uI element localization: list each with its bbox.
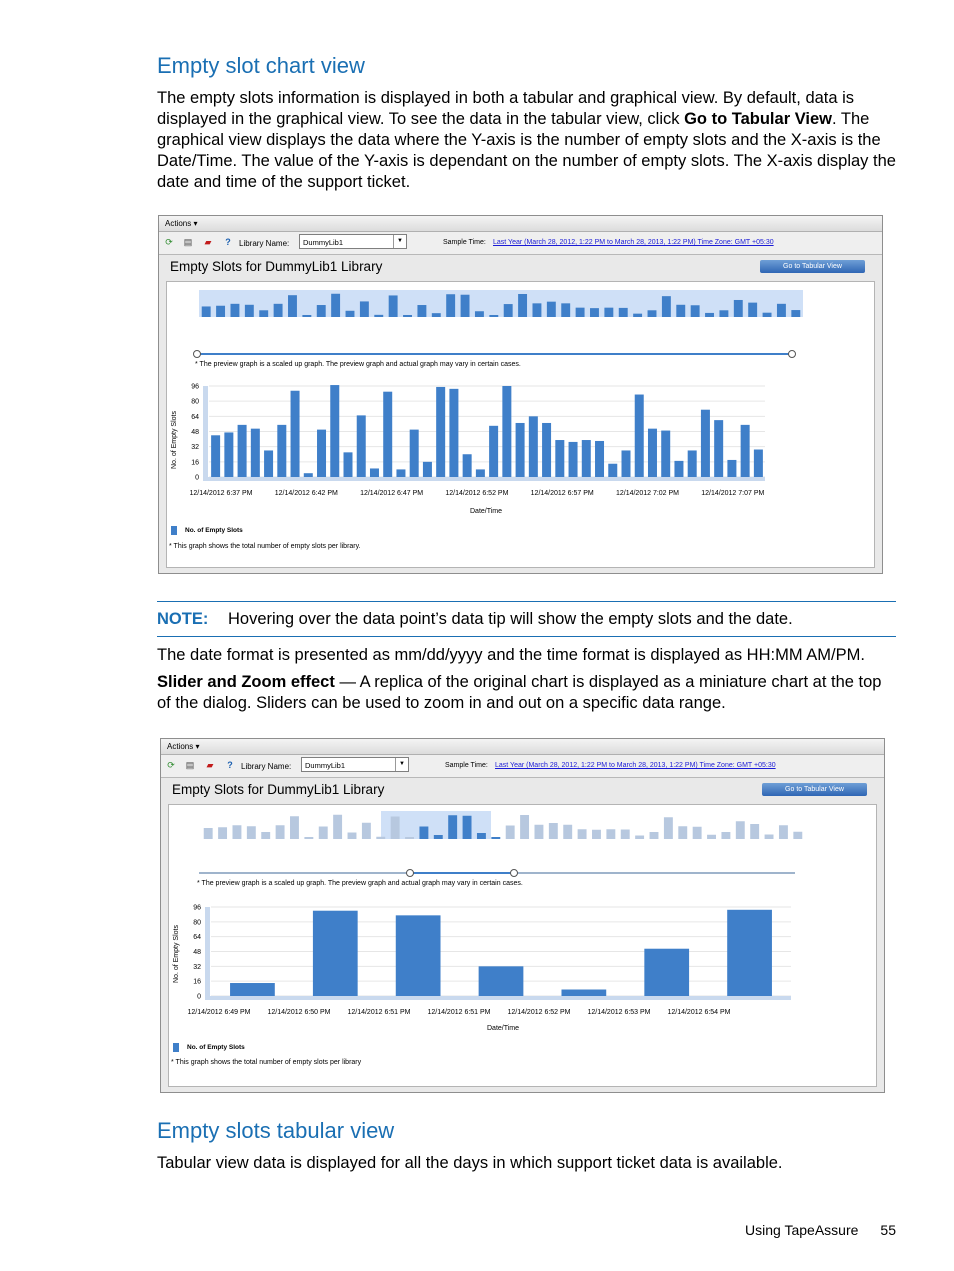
preview-bar <box>302 315 311 317</box>
preview-bar <box>791 310 800 317</box>
preview-bar <box>218 827 227 839</box>
go-to-tabular-view-button[interactable]: Go to Tabular View <box>762 783 867 796</box>
date-format-paragraph: The date format is presented as mm/dd/yyyy and the time format is displayed as HH:MM AM/PM. <box>157 646 865 664</box>
page-number: 55 <box>880 1222 896 1238</box>
preview-bar <box>662 296 671 317</box>
preview-bar <box>259 310 268 317</box>
preview-bar <box>734 300 743 317</box>
preview-bar <box>648 310 657 317</box>
x-tick-label: 12/14/2012 6:49 PM <box>187 1009 251 1016</box>
preview-bar <box>705 313 714 317</box>
y-tick-label: 96 <box>191 383 199 391</box>
bar[interactable] <box>741 425 750 477</box>
bar[interactable] <box>343 452 352 477</box>
refresh-icon[interactable]: ⟳ <box>165 237 173 247</box>
bar[interactable] <box>330 385 339 477</box>
bar[interactable] <box>608 464 617 477</box>
bar[interactable] <box>291 391 300 477</box>
legend-swatch <box>171 526 177 535</box>
x-tick-label: 12/14/2012 6:37 PM <box>189 490 253 497</box>
preview-bar <box>419 827 428 840</box>
preview-bar <box>333 815 342 839</box>
note-text: Hovering over the data point’s data tip will show the empty slots and the date. <box>228 610 793 628</box>
help-icon[interactable]: ? <box>225 237 231 247</box>
bar[interactable] <box>727 910 772 996</box>
preview-bar <box>518 294 527 317</box>
preview-bar <box>405 837 414 839</box>
bar[interactable] <box>277 425 286 477</box>
intro-text-1: The empty slots information is displayed in both a tabular and graphical view. By default, data is displayed in the graphical view. To see the data in the tabular view, click <box>157 89 855 128</box>
preview-bar <box>532 303 541 317</box>
legend-label: No. of Empty Slots <box>185 527 243 534</box>
preview-bar <box>750 824 759 839</box>
bar[interactable] <box>449 389 458 477</box>
slider-right-handle[interactable] <box>510 869 518 877</box>
bar[interactable] <box>357 415 366 477</box>
x-axis-bar <box>203 477 765 481</box>
preview-chart <box>201 811 805 839</box>
x-tick-label: 12/14/2012 7:07 PM <box>701 490 765 497</box>
preview-bar <box>288 295 297 317</box>
y-axis-label: No. of Empty Slots <box>171 411 178 469</box>
preview-bar <box>604 308 613 317</box>
preview-bar <box>360 301 369 317</box>
heading-empty-slots-tabular-view: Empty slots tabular view <box>157 1118 395 1143</box>
bar[interactable] <box>582 440 591 477</box>
preview-bar <box>650 832 659 839</box>
bar[interactable] <box>516 423 525 477</box>
preview-bar <box>374 315 383 317</box>
preview-bar <box>403 315 412 317</box>
intro-paragraph <box>157 88 897 193</box>
preview-bar <box>635 836 644 840</box>
y-tick-label: 0 <box>195 474 199 482</box>
x-tick-label: 12/14/2012 6:50 PM <box>267 1009 331 1016</box>
preview-bar <box>576 308 585 317</box>
screenshot-zoomed-chart <box>160 738 885 1093</box>
preview-bar <box>389 295 398 317</box>
note-label: NOTE: <box>157 610 209 628</box>
bar[interactable] <box>621 450 630 477</box>
preview-bar <box>592 830 601 839</box>
x-tick-label: 12/14/2012 6:57 PM <box>530 490 594 497</box>
y-tick-label: 80 <box>191 398 199 406</box>
bar[interactable] <box>423 462 432 477</box>
preview-bar <box>204 828 213 839</box>
preview-bar <box>765 835 774 840</box>
bar[interactable] <box>644 949 689 996</box>
print-icon[interactable]: ▤ <box>183 237 193 247</box>
preview-bar <box>693 827 702 839</box>
preview-bar <box>446 294 455 317</box>
preview-bar <box>491 837 500 839</box>
bar[interactable] <box>542 423 551 477</box>
go-to-tabular-view-button[interactable]: Go to Tabular View <box>760 260 865 273</box>
bar[interactable] <box>754 450 763 477</box>
y-tick-label: 32 <box>193 963 201 971</box>
main-chart <box>177 897 797 1032</box>
actions-menu[interactable]: Actions ▾ <box>161 739 884 755</box>
bar[interactable] <box>648 429 657 477</box>
x-tick-label: 12/14/2012 6:42 PM <box>274 490 338 497</box>
bar[interactable] <box>476 469 485 477</box>
slider-zoom-title: Slider and Zoom effect <box>157 673 335 691</box>
preview-bar <box>391 817 400 840</box>
bar[interactable] <box>502 386 511 477</box>
preview-bar <box>506 826 515 840</box>
preview-chart <box>199 290 803 317</box>
preview-bar <box>432 313 441 317</box>
bar[interactable] <box>264 450 273 477</box>
preview-bar <box>676 305 685 317</box>
y-tick-label: 32 <box>191 444 199 452</box>
bar[interactable] <box>569 442 578 477</box>
sample-time-link[interactable]: Last Year (March 28, 2012, 1:22 PM to March 28, 2013, 1:22 PM) Time Zone: GMT +05:30 <box>493 239 774 246</box>
slider-track[interactable] <box>197 353 793 355</box>
intro-text-2: . The graphical view displays the data where the Y-axis is the number of empty slots and the X-axis is the Date/Time. The value of the Y-axis is dependant on the number of empty slots. The X-axis display the date and time of the support ticket. <box>157 110 896 191</box>
slider-zoom-text: — A replica of the original chart is displayed as a miniature chart at the top of the dialog. Sliders can be used to zoom in and out on a specific data range. <box>157 673 882 712</box>
toolbar <box>161 755 884 778</box>
chevron-down-icon[interactable]: ▼ <box>395 758 408 771</box>
preview-bar <box>348 833 357 840</box>
bar[interactable] <box>714 420 723 477</box>
preview-bar <box>664 817 673 839</box>
preview-bar <box>276 825 285 839</box>
sample-time-link[interactable]: Last Year (March 28, 2012, 1:22 PM to March 28, 2013, 1:22 PM) Time Zone: GMT +05:30 <box>495 762 776 769</box>
y-tick-label: 0 <box>197 993 201 1001</box>
preview-bar <box>346 311 355 317</box>
library-value: DummyLib1 <box>303 238 344 247</box>
x-tick-label: 12/14/2012 6:52 PM <box>507 1009 571 1016</box>
slider-right-handle[interactable] <box>788 350 796 358</box>
bar[interactable] <box>635 395 644 477</box>
y-axis-label: No. of Empty Slots <box>173 925 180 983</box>
bar[interactable] <box>561 990 606 996</box>
y-tick-label: 16 <box>193 978 201 986</box>
sample-time-label: Sample Time: <box>445 762 488 769</box>
bar[interactable] <box>529 416 538 477</box>
y-tick-label: 48 <box>191 429 199 436</box>
pdf-icon[interactable]: ▰ <box>206 760 214 770</box>
preview-bar <box>777 304 786 317</box>
preview-bar <box>376 837 385 839</box>
bar[interactable] <box>370 468 379 477</box>
actions-menu[interactable]: Actions ▾ <box>159 216 882 232</box>
bar[interactable] <box>224 432 233 477</box>
preview-bar <box>434 835 443 839</box>
preview-bar <box>290 816 299 839</box>
print-icon[interactable]: ▤ <box>185 760 195 770</box>
preview-bar <box>719 310 728 317</box>
x-tick-label: 12/14/2012 6:51 PM <box>427 1009 491 1016</box>
preview-bar <box>547 302 556 317</box>
preview-bar <box>691 305 700 317</box>
preview-bar <box>534 825 543 839</box>
preview-bar <box>317 305 326 317</box>
bar[interactable] <box>251 429 260 477</box>
x-tick-label: 12/14/2012 6:47 PM <box>360 490 424 497</box>
preview-bar <box>619 308 628 317</box>
library-label: Library Name: <box>239 239 290 248</box>
preview-bar <box>793 832 802 839</box>
preview-bar <box>721 832 730 839</box>
preview-bar <box>489 315 498 317</box>
bar[interactable] <box>595 441 604 477</box>
y-tick-label: 16 <box>191 459 199 467</box>
preview-bar <box>304 837 313 839</box>
bar[interactable] <box>688 450 697 477</box>
main-chart <box>175 380 770 510</box>
preview-bar <box>477 833 486 839</box>
slider-left-handle[interactable] <box>406 869 414 877</box>
preview-bar <box>319 827 328 840</box>
preview-bar <box>520 815 529 839</box>
y-tick-label: 48 <box>193 949 201 956</box>
preview-bar <box>261 832 270 839</box>
slider-zoom-paragraph <box>157 672 897 714</box>
preview-bar <box>606 829 615 839</box>
sample-time-label: Sample Time: <box>443 239 486 246</box>
x-tick-label: 12/14/2012 6:52 PM <box>445 490 509 497</box>
preview-bar <box>621 830 630 840</box>
y-axis-bar <box>205 907 210 996</box>
bar[interactable] <box>396 915 441 996</box>
bar[interactable] <box>313 911 358 996</box>
bar[interactable] <box>410 430 419 477</box>
bar[interactable] <box>304 473 313 477</box>
x-axis-label: Date/Time <box>487 1025 520 1032</box>
preview-bar <box>216 306 225 317</box>
preview-bar <box>504 304 513 317</box>
bar[interactable] <box>701 410 710 477</box>
chart-title: Empty Slots for DummyLib1 Library <box>170 259 383 274</box>
bar[interactable] <box>238 425 247 477</box>
intro-bold-link-text: Go to Tabular View <box>684 110 833 128</box>
x-tick-label: 12/14/2012 6:53 PM <box>587 1009 651 1016</box>
preview-bar <box>417 305 426 317</box>
y-tick-label: 80 <box>193 919 201 927</box>
graph-footnote: * This graph shows the total number of empty slots per library <box>171 1059 362 1066</box>
preview-bar <box>362 823 371 839</box>
preview-bar <box>707 835 716 839</box>
preview-bar <box>230 304 239 317</box>
slider-selected-range[interactable] <box>410 872 514 874</box>
preview-bar <box>561 303 570 317</box>
bar[interactable] <box>396 469 405 477</box>
chevron-down-icon[interactable]: ▼ <box>393 235 406 248</box>
bar[interactable] <box>317 430 326 477</box>
legend-swatch <box>173 1043 179 1052</box>
preview-bar <box>779 825 788 839</box>
x-tick-label: 12/14/2012 6:54 PM <box>667 1009 731 1016</box>
toolbar <box>159 232 882 255</box>
preview-bar <box>232 825 241 839</box>
y-axis-bar <box>203 386 208 477</box>
bar[interactable] <box>727 460 736 477</box>
preview-bar <box>245 305 254 317</box>
slider-left-handle[interactable] <box>193 350 201 358</box>
preview-bar <box>633 314 642 317</box>
chart-area <box>168 804 877 1087</box>
preview-bar <box>563 825 572 839</box>
page-footer <box>723 1222 896 1238</box>
preview-bar <box>748 303 757 317</box>
preview-note: * The preview graph is a scaled up graph. The preview graph and actual graph may vary in certain cases. <box>195 361 521 368</box>
heading-empty-slot-chart-view: Empty slot chart view <box>157 53 365 78</box>
bar[interactable] <box>479 966 524 996</box>
legend-label: No. of Empty Slots <box>187 1044 245 1051</box>
x-axis-label: Date/Time <box>470 508 503 515</box>
preview-bar <box>202 306 211 317</box>
library-value: DummyLib1 <box>305 761 346 770</box>
bar[interactable] <box>383 392 392 477</box>
bar[interactable] <box>555 440 564 477</box>
bar[interactable] <box>211 435 220 477</box>
preview-bar <box>736 821 745 839</box>
preview-bar <box>590 308 599 317</box>
preview-bar <box>763 313 772 317</box>
preview-bar <box>678 826 687 839</box>
preview-bar <box>578 829 587 839</box>
y-tick-label: 96 <box>193 904 201 912</box>
note-box <box>157 601 896 637</box>
bar[interactable] <box>661 431 670 477</box>
graph-footnote: * This graph shows the total number of empty slots per library. <box>169 543 361 550</box>
x-axis-bar <box>205 996 791 1000</box>
y-tick-label: 64 <box>193 934 201 942</box>
help-icon[interactable]: ? <box>227 760 233 770</box>
library-select[interactable] <box>299 234 407 249</box>
preview-bar <box>475 311 484 317</box>
chart-title: Empty Slots for DummyLib1 Library <box>172 782 385 797</box>
x-tick-label: 12/14/2012 7:02 PM <box>615 490 680 497</box>
library-select[interactable] <box>301 757 409 772</box>
preview-bar <box>247 826 256 839</box>
bar[interactable] <box>489 426 498 477</box>
chart-area <box>166 281 875 568</box>
tabular-paragraph: Tabular view data is displayed for all the days in which support ticket data is available. <box>157 1154 783 1172</box>
bar[interactable] <box>463 454 472 477</box>
bar[interactable] <box>436 387 445 477</box>
footer-section: Using TapeAssure <box>745 1222 859 1238</box>
screenshot-full-chart <box>158 215 883 574</box>
preview-note: * The preview graph is a scaled up graph. The preview graph and actual graph may vary in certain cases. <box>197 880 523 887</box>
pdf-icon[interactable]: ▰ <box>204 237 212 247</box>
preview-bar <box>549 823 558 839</box>
x-tick-label: 12/14/2012 6:51 PM <box>347 1009 411 1016</box>
library-label: Library Name: <box>241 762 292 771</box>
y-tick-label: 64 <box>191 413 199 421</box>
preview-bar <box>463 816 472 839</box>
bar[interactable] <box>674 461 683 477</box>
preview-bar <box>461 295 470 317</box>
preview-bar <box>448 815 457 839</box>
preview-bar <box>331 294 340 317</box>
refresh-icon[interactable]: ⟳ <box>167 760 175 770</box>
preview-bar <box>274 304 283 317</box>
bar[interactable] <box>230 983 275 996</box>
